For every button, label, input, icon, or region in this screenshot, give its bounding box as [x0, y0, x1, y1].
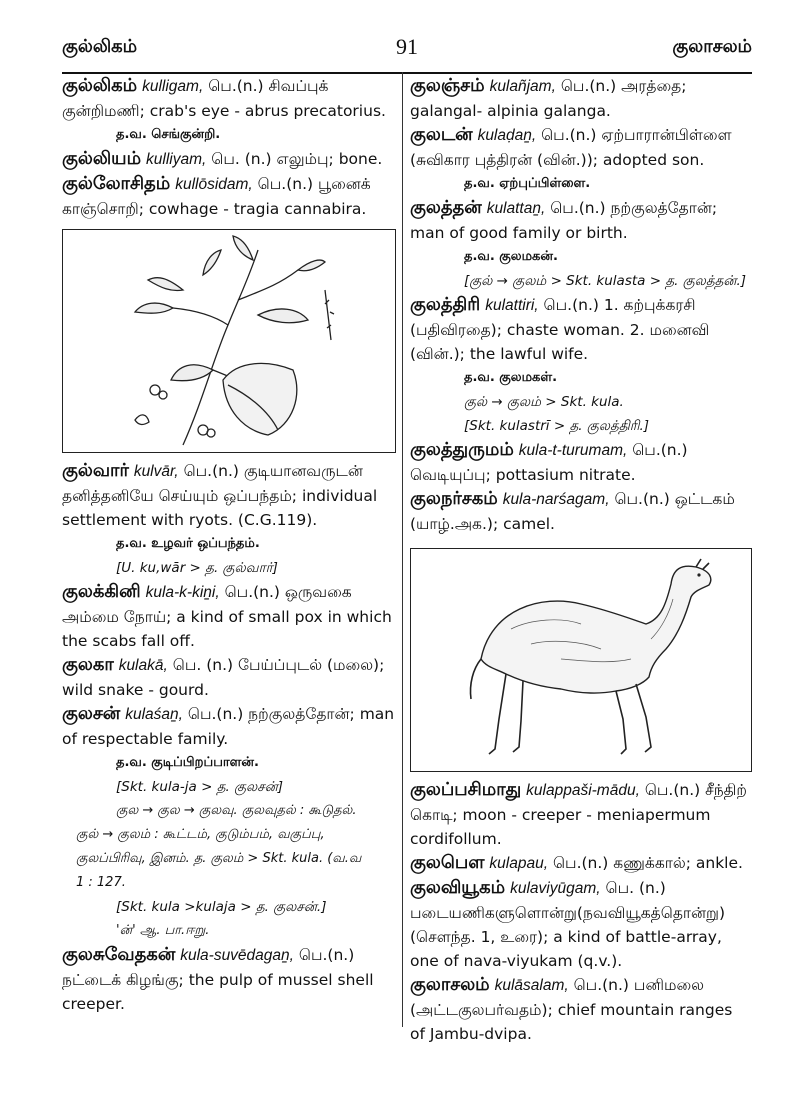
- definition: பெ.(n.) சீந்திற் கொடி; moon - creeper - meniapermum cordifollum.: [410, 781, 747, 848]
- entry-kulaviyugam: [410, 876, 752, 973]
- headword: குலஞ்சம்: [410, 75, 485, 96]
- definition: பெ. (n.) எலும்பு; bone.: [211, 150, 383, 168]
- headword: குலபௌ: [410, 852, 485, 873]
- plant-illustration: [62, 229, 396, 453]
- headword: குலக்கினி: [62, 581, 141, 602]
- camel-eye: [697, 573, 700, 576]
- transliteration: kulvār,: [133, 463, 179, 480]
- etymology: [Skt. kula-ja > த. குலசன்]: [116, 779, 284, 795]
- etymology: [Skt. kulastrī > த. குலத்திரி.]: [464, 418, 650, 434]
- headword: குலப்பசிமாது: [410, 779, 522, 800]
- definition: பெ.(n.) பூனைக் காஞ்சொறி; cowhage - tragia cannabira.: [62, 175, 371, 218]
- headword: குலடன்: [410, 124, 473, 145]
- entry-kulatturumam: [410, 438, 752, 487]
- definition: பெ.(n.) நட்டைக் கிழங்கு; the pulp of mussel shell creeper.: [62, 946, 374, 1013]
- entry-note: த.வ. ஏற்புப்பிள்ளை.: [464, 176, 591, 191]
- headword: குலநர்சகம்: [410, 488, 498, 509]
- headword: குலத்திரி: [410, 294, 481, 315]
- definition: பெ.(n.) கணுக்கால்; ankle.: [552, 854, 743, 872]
- entry-kulasan: [62, 702, 396, 751]
- header-left-word: குல்லிகம்: [62, 36, 138, 57]
- headword: குல்லியம்: [62, 148, 142, 169]
- etymology: குல் → குலம் > Skt. kula.: [464, 394, 624, 410]
- transliteration: kulāsalam,: [494, 977, 569, 994]
- camel-illustration: [410, 548, 752, 772]
- definition: பெ.(n.) நற்குலத்தோன்; man of respectable family.: [62, 705, 395, 748]
- entry-kulliyam: [62, 147, 396, 172]
- entry-kulakkini: [62, 580, 396, 653]
- entry-note: த.வ. குடிப்பிறப்பாளன்.: [116, 755, 259, 770]
- entry-note: த.வ. செங்குன்றி.: [116, 127, 221, 142]
- page-number: 91: [396, 34, 418, 59]
- headword: குலத்துருமம்: [410, 439, 514, 460]
- entry-note: த.வ. உழவர் ஒப்பந்தம்.: [116, 536, 260, 551]
- left-column: [62, 74, 396, 1016]
- headword: குல்லோசிதம்: [62, 173, 171, 194]
- entry-kullosidam: [62, 172, 396, 221]
- transliteration: kula-k-kiṉi,: [145, 584, 220, 601]
- transliteration: kulaviyūgam,: [510, 880, 601, 897]
- transliteration: kula-t-turumam,: [518, 442, 628, 459]
- entry-kulaka: [62, 653, 396, 702]
- etymology-note: 1 : 127.: [76, 875, 126, 890]
- etymology-note: குல → குல → குலவு. குலவுதல் : கூடுதல்.: [116, 803, 357, 818]
- etymology: [குல் → குலம் > Skt. kulasta > த. குலத்தன்.]: [464, 273, 747, 289]
- definition: பெ. (n.) படையணிகளுளொன்று(நவவியூகத்தொன்று) (சௌந்த. 1, உரை); a kind of battle-array, one of nava-viyukam (q.v.).: [410, 879, 726, 970]
- headword: குலகா: [62, 654, 114, 675]
- column-divider: [402, 72, 403, 1027]
- definition: பெ.(n.) குடியானவருடன் தனித்தனியே செய்யும் ஒப்பந்தம்; individual settlement with ryots. (C.G.119).: [62, 462, 378, 529]
- definition: பெ. (n.) பேய்ப்புடல் (மலை); wild snake - gourd.: [62, 656, 385, 699]
- transliteration: kulattaṉ,: [486, 200, 546, 217]
- transliteration: kulappaši-mādu,: [526, 782, 640, 799]
- entry-kulattiri: [410, 293, 752, 366]
- entry-kulvar: [62, 459, 396, 532]
- transliteration: kulliyam,: [146, 151, 207, 168]
- header-right-word: குலாசலம்: [672, 36, 752, 57]
- entry-kulasuvedagan: [62, 943, 396, 1016]
- transliteration: kulattiri,: [485, 297, 539, 314]
- etymology: [Skt. kula >kulaja > த. குலசன்.]: [116, 899, 327, 915]
- etymology: [U. ku,wār > த. குல்வார்]: [116, 560, 278, 576]
- transliteration: kula-suvēdagaṉ,: [180, 947, 294, 964]
- etymology-note: குலப்பிரிவு, இனம். த. குலம் > Skt. kula. (வ.வ: [76, 851, 362, 866]
- definition: பெ.(n.) பனிமலை (அட்டகுலபர்வதம்); chief mountain ranges of Jambu-dvipa.: [410, 976, 733, 1043]
- entry-kulasalam: [410, 973, 752, 1046]
- headword: குல்லிகம்: [62, 75, 138, 96]
- entry-kulapau: [410, 851, 752, 876]
- entry-kulanarsagam: [410, 487, 752, 536]
- headword: குலாசலம்: [410, 974, 490, 995]
- entry-kulligam: [62, 74, 396, 123]
- headword: குலவியூகம்: [410, 877, 506, 898]
- definition: பெ.(n.) சிவப்புக் குன்றிமணி; crab's eye - abrus precatorius.: [62, 77, 386, 120]
- entry-kuladan: [410, 123, 752, 172]
- entry-note: த.வ. குலமகள்.: [464, 370, 558, 385]
- transliteration: kulligam,: [142, 78, 204, 95]
- headword: குலசுவேதகன்: [62, 944, 176, 965]
- entry-kulanjam: [410, 74, 752, 123]
- transliteration: kulaśaṉ,: [125, 706, 183, 723]
- transliteration: kulapau,: [489, 855, 549, 872]
- etymology-note: 'ன்' ஆ. பா.ஈறு.: [116, 923, 210, 938]
- transliteration: kulaḍaṉ,: [477, 127, 537, 144]
- headword: குலத்தன்: [410, 197, 482, 218]
- definition: பெ.(n.) அரத்தை; galangal- alpinia galanga.: [410, 77, 687, 120]
- entry-kulappasimadu: [410, 778, 752, 851]
- transliteration: kulakā,: [118, 657, 168, 674]
- page-header: [62, 30, 752, 64]
- plant-drawing: [63, 230, 395, 452]
- entry-kulattan: [410, 196, 752, 245]
- transliteration: kula-narśagam,: [502, 491, 610, 508]
- definition: பெ.(n.) நற்குலத்தோன்; man of good family or birth.: [410, 199, 718, 242]
- transliteration: kulañjam,: [489, 78, 556, 95]
- right-column: [410, 74, 752, 1046]
- transliteration: kullōsidam,: [175, 176, 253, 193]
- headword: குல்வார்: [62, 460, 129, 481]
- definition: பெ.(n.) ஒருவகை அம்மை நோய்; a kind of small pox in which the scabs fall off.: [62, 583, 392, 650]
- headword: குலசன்: [62, 703, 121, 724]
- definition: பெ.(n.) வெடியுப்பு; pottasium nitrate.: [410, 441, 688, 484]
- definition: பெ.(n.) ஒட்டகம் (யாழ்.அக.); camel.: [410, 490, 735, 533]
- etymology-note: குல் → குலம் : கூட்டம், குடும்பம், வகுப்பு,: [76, 827, 325, 842]
- definition: பெ.(n.) 1. கற்புக்கரசி (பதிவிரதை); chaste woman. 2. மனைவி (வின்.); the lawful wife.: [410, 296, 710, 363]
- definition: பெ.(n.) ஏற்பாரான்பிள்ளை (சுவிகார புத்திரன் (வின்.)); adopted son.: [410, 126, 732, 169]
- entry-note: த.வ. குலமகன்.: [464, 249, 558, 264]
- camel-drawing: [411, 549, 751, 771]
